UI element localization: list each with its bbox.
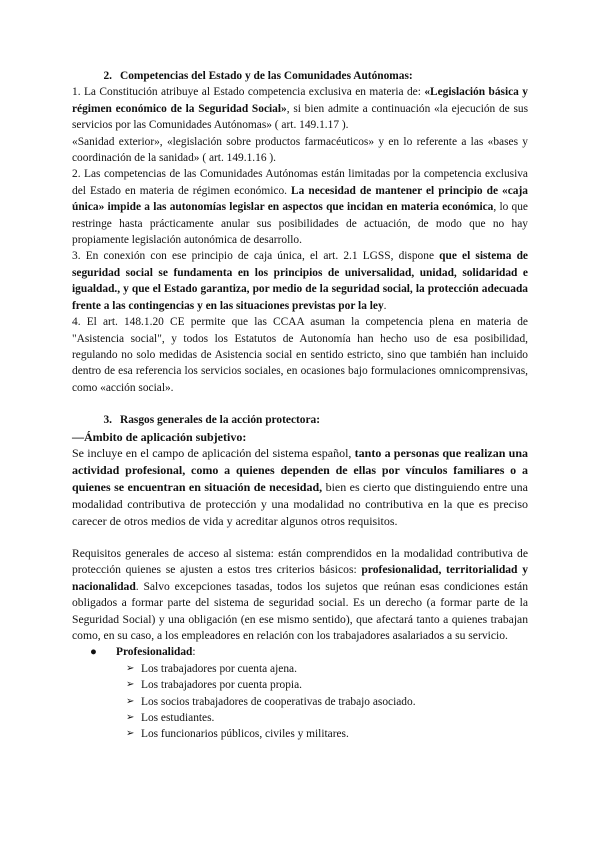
bullet-profesionalidad xyxy=(72,644,528,660)
document-page xyxy=(72,68,528,743)
list-item xyxy=(126,726,528,742)
list-item xyxy=(126,677,528,693)
text-run: , si bien admite a continuación «la ejecución de sus servicios por las Comunidades Autónomas» ( art. 149.1.17 ). xyxy=(72,102,529,132)
subsection-title: —Ámbito de aplicación subjetivo: xyxy=(72,429,247,444)
bold-run: «Legislación básica y régimen económico de la Seguridad Social» xyxy=(72,86,528,115)
list-item-text: Los estudiantes. xyxy=(141,712,215,724)
bold-run: tanto a personas que realizan una actividad profesional, como a quienes dependen de ellas por vínculos familiares o a quienes se encuentran en situación de necesidad, xyxy=(72,445,528,494)
text-run: 2. Las competencias de las Comunidades Autónomas están limitadas por la competencia exclusiva del Estado en materia de régimen económico. xyxy=(72,168,528,197)
list-item-text: Los trabajadores por cuenta propia. xyxy=(141,679,302,692)
paragraph-asistencia-social: 4. El art. 148.1.20 CE permite que las CCAA asuman la competencia plena en materia de "Asistencia social", y todos los Estatutos de Autonomía han hecho uso de esa posibilidad, regulando no solo medidas de Asistencia social en sentido estricto, sino que también han incluido dentro de esa referencia los servicios sociales, en ocasiones bajo formulaciones omnicomprensivas, como «acción social». xyxy=(72,316,528,394)
text-run: Se incluye en el campo de aplicación del sistema español, xyxy=(72,445,355,460)
spacer xyxy=(72,396,528,412)
list-item xyxy=(126,661,528,677)
bullet-label: Profesionalidad xyxy=(116,646,193,659)
spacer xyxy=(72,530,528,546)
paragraph-caja-unica xyxy=(72,248,528,314)
bold-run: La necesidad de mantener el principio de «caja única» impide a las autonomías legislar en aspectos que incidan en materia económica xyxy=(72,184,528,214)
arrow-bullet-icon: ➢ xyxy=(126,679,135,691)
text-run: Requisitos generales de acceso al sistema: están comprendidos en la modalidad contributiva de protección quienes se ajusten a estos tres criterios básicos: xyxy=(72,546,528,577)
list-item-text: Los trabajadores por cuenta ajena. xyxy=(141,662,297,675)
section-number: 2. xyxy=(103,70,112,82)
text-run: . xyxy=(383,299,387,312)
section-title: Competencias del Estado y de las Comunidades Autónomas: xyxy=(120,70,413,82)
list-item-text: Los socios trabajadores de cooperativas de trabajo asociado. xyxy=(141,695,416,708)
section-title: Rasgos generales de la acción protectora: xyxy=(120,414,321,427)
text-run: 1. La Constitución atribuye al Estado competencia exclusiva en materia de: xyxy=(72,86,425,99)
arrow-bullet-icon: ➢ xyxy=(126,695,135,707)
arrow-bullet-icon: ➢ xyxy=(126,662,135,674)
list-item xyxy=(126,694,528,710)
list-item xyxy=(126,710,528,726)
text-run: 3. En conexión con ese principio de caja única, el art. 2.1 LGSS, dispone xyxy=(72,250,440,263)
paragraph-requisitos xyxy=(72,546,528,644)
paragraph-sanidad: «Sanidad exterior», «legislación sobre productos farmacéuticos» y en lo referente a las «bases y coordinación de la sanidad» ( art. 149.1.16 ). xyxy=(72,135,528,165)
bullet-icon: ● xyxy=(90,646,97,659)
section-heading-rasgos xyxy=(72,412,528,428)
arrow-bullet-icon: ➢ xyxy=(126,712,135,723)
paragraph-constitucion xyxy=(72,84,528,133)
paragraph-ccaa-competencias xyxy=(72,166,528,248)
bold-run: que el sistema de seguridad social se fundamenta en los principios de universalidad, unidad, solidaridad e igualdad., y que el Estado garantiza, por medio de la seguridad social, la protección adecuada frente a las contingencias y en las situaciones previstas por la ley xyxy=(72,250,528,312)
text-run: bien es cierto que distinguiendo entre una modalidad contributiva de protección y una modalidad no contributiva en la que es preciso carecer de otros medios de vida y acreditar algunos otros requisitos. xyxy=(72,479,528,528)
bold-run: profesionalidad, territorialidad y nacionalidad xyxy=(72,563,528,593)
paragraph-campo-aplicacion xyxy=(72,445,528,530)
list-item-text: Los funcionarios públicos, civiles y militares. xyxy=(141,728,349,741)
text-run: , lo que restringe hasta prácticamente anular sus posibilidades de actuación, de modo que no hay propiamente legislación autonómica de desarrollo. xyxy=(72,201,528,247)
section-heading-competencias xyxy=(72,68,528,84)
arrow-bullet-icon: ➢ xyxy=(126,728,135,740)
section-number: 3. xyxy=(103,414,112,427)
bullet-colon: : xyxy=(192,646,196,659)
profesionalidad-list xyxy=(72,661,528,743)
text-run: . Salvo excepciones tasadas, todos los sujetos que reúnan esas condiciones están obligados a formar parte del sistema de seguridad social. Es un derecho (a formar parte de la Seguridad Social) y una obligación (en ese mismo sentido), que afectará tanto a quienes trabajan como, en su caso, a los empleadores en relación con los trabajadores asalariados a su servicio. xyxy=(72,579,528,642)
